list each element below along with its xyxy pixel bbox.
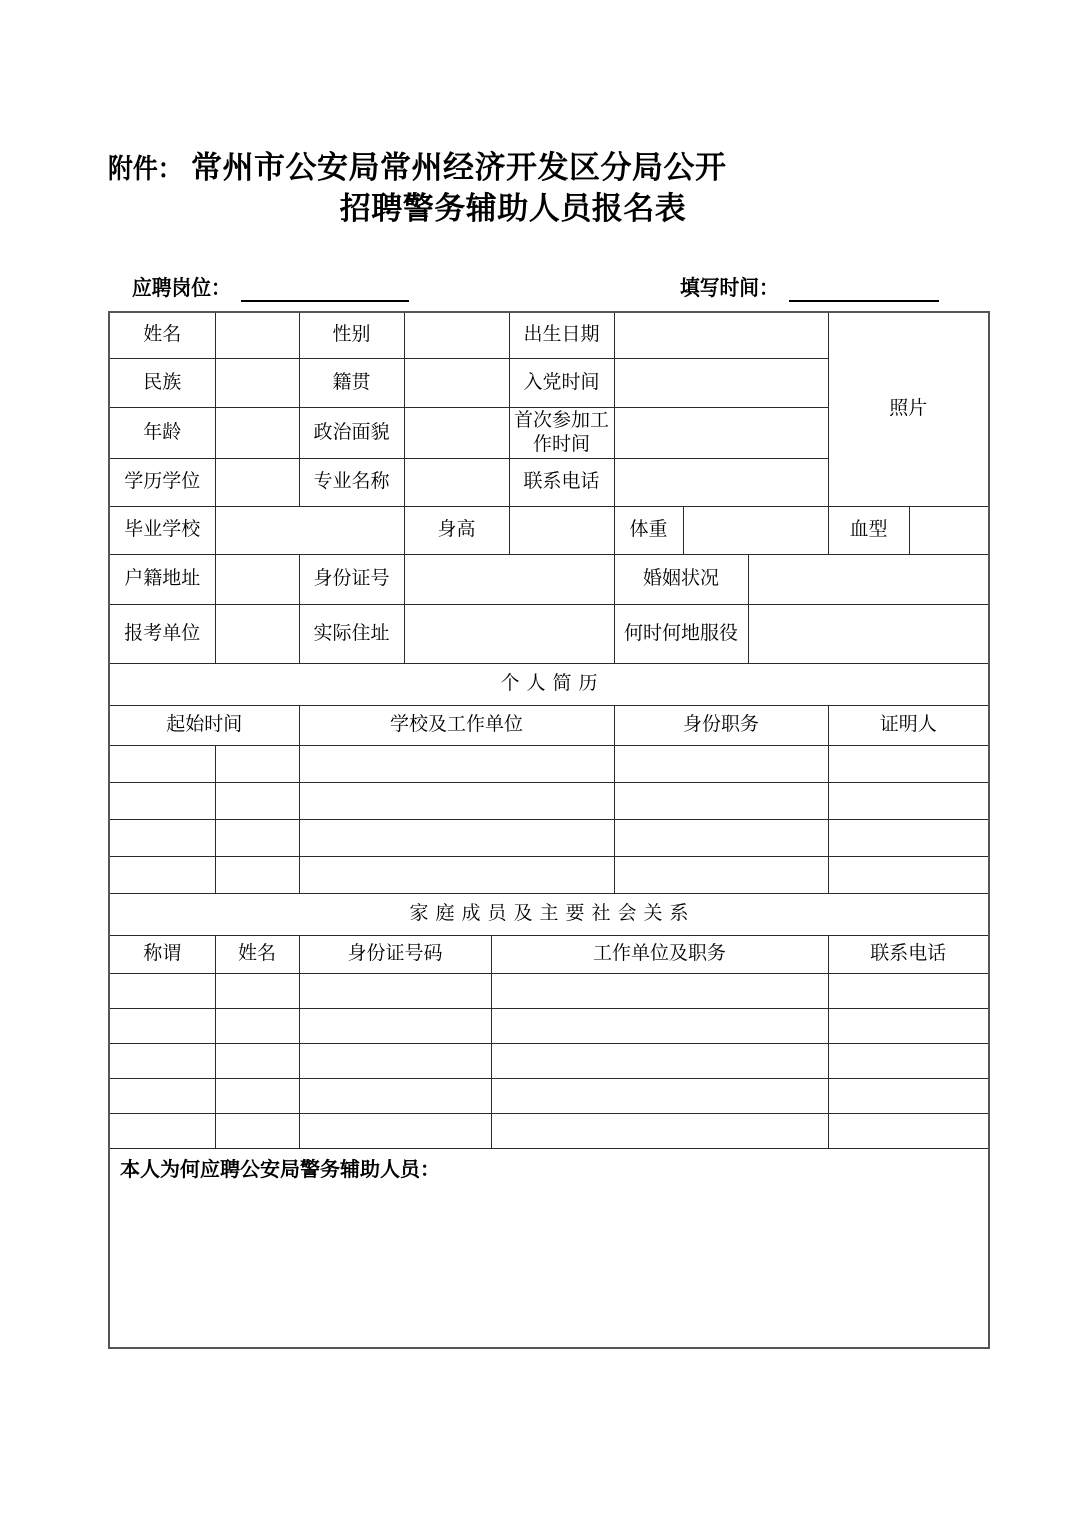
cell-height-value[interactable] [509,506,614,554]
cell-applied-unit-value[interactable] [215,604,299,663]
photo-placeholder[interactable]: 照片 [828,312,989,506]
family-cell-id-number[interactable] [299,1078,491,1113]
family-cell-relation[interactable] [109,1008,215,1043]
family-cell-name[interactable] [215,1113,299,1148]
resume-cell-referee[interactable] [828,856,989,893]
cell-major-value[interactable] [404,458,509,506]
cell-party-join-date-label: 入党时间 [509,358,614,407]
cell-major-label: 专业名称 [299,458,404,506]
cell-weight-label: 体重 [614,506,683,554]
title-first-line [108,150,988,187]
document-header [108,150,988,231]
applied-position-field[interactable] [132,272,409,302]
resume-cell-position[interactable] [614,745,828,782]
family-cell-relation[interactable] [109,1043,215,1078]
cell-gender-value[interactable] [404,312,509,358]
family-col-phone: 联系电话 [828,935,989,973]
resume-cell-school-unit[interactable] [299,819,614,856]
family-cell-phone[interactable] [828,973,989,1008]
statement-area[interactable] [109,1148,989,1348]
resume-col-school-unit: 学校及工作单位 [299,705,614,745]
resume-cell-end[interactable] [215,782,299,819]
resume-col-start-time: 起始时间 [109,705,299,745]
family-row [109,973,989,1008]
cell-political-status-label: 政治面貌 [299,407,404,458]
resume-cell-position[interactable] [614,782,828,819]
family-cell-relation[interactable] [109,973,215,1008]
resume-cell-referee[interactable] [828,745,989,782]
family-col-id-number: 身份证号码 [299,935,491,973]
cell-birthdate-label: 出生日期 [509,312,614,358]
cell-household-address-label: 户籍地址 [109,554,215,604]
family-section-header-row [109,893,989,935]
cell-graduate-school-value[interactable] [215,506,404,554]
resume-row [109,819,989,856]
cell-education-degree-label: 学历学位 [109,458,215,506]
cell-political-status-value[interactable] [404,407,509,458]
resume-cell-start[interactable] [109,745,215,782]
cell-graduate-school-label: 毕业学校 [109,506,215,554]
resume-row [109,856,989,893]
family-cell-id-number[interactable] [299,973,491,1008]
resume-cell-referee[interactable] [828,819,989,856]
info-row-7 [109,604,989,663]
resume-section-title: 个人简历 [109,663,989,705]
resume-section-header-row [109,663,989,705]
family-row [109,1113,989,1148]
family-cell-phone[interactable] [828,1008,989,1043]
family-cell-work-unit[interactable] [491,973,828,1008]
resume-cell-referee[interactable] [828,782,989,819]
fill-date-label: 填写时间： [680,276,779,300]
cell-height-label: 身高 [404,506,509,554]
attachment-label: 附件： [108,154,183,184]
family-col-relation: 称谓 [109,935,215,973]
resume-cell-position[interactable] [614,819,828,856]
resume-cell-start[interactable] [109,856,215,893]
statement-prompt: 本人为何应聘公安局警务辅助人员： [120,1158,440,1181]
cell-actual-address-label: 实际住址 [299,604,404,663]
family-row [109,1078,989,1113]
family-col-work-unit: 工作单位及职务 [491,935,828,973]
family-section-title: 家庭成员及主要社会关系 [109,893,989,935]
family-cell-relation[interactable] [109,1113,215,1148]
family-row [109,1043,989,1078]
resume-row [109,745,989,782]
cell-native-place-value[interactable] [404,358,509,407]
family-cell-name[interactable] [215,1043,299,1078]
cell-ethnicity-label: 民族 [109,358,215,407]
resume-cell-start[interactable] [109,782,215,819]
family-cell-id-number[interactable] [299,1008,491,1043]
family-col-name: 姓名 [215,935,299,973]
cell-applied-unit-label: 报考单位 [109,604,215,663]
cell-military-service-label: 何时何地服役 [614,604,748,663]
family-cell-phone[interactable] [828,1113,989,1148]
family-cell-phone[interactable] [828,1043,989,1078]
registration-form-table [108,311,990,1349]
cell-blood-type-label: 血型 [828,506,909,554]
cell-education-degree-value[interactable] [215,458,299,506]
cell-phone-value[interactable] [614,458,828,506]
resume-col-position: 身份职务 [614,705,828,745]
cell-marital-status-value[interactable] [748,554,989,604]
family-column-header-row [109,935,989,973]
resume-column-header-row [109,705,989,745]
cell-household-address-value[interactable] [215,554,299,604]
family-cell-id-number[interactable] [299,1113,491,1148]
cell-id-number-label: 身份证号 [299,554,404,604]
cell-name-value[interactable] [215,312,299,358]
family-cell-work-unit[interactable] [491,1113,828,1148]
resume-cell-end[interactable] [215,856,299,893]
cell-native-place-label: 籍贯 [299,358,404,407]
cell-name-label: 姓名 [109,312,215,358]
applied-position-blank[interactable] [241,281,409,302]
cell-weight-value[interactable] [683,506,828,554]
document-title-part2: 招聘警务辅助人员报名表 [339,190,687,226]
cell-actual-address-value[interactable] [404,604,614,663]
cell-id-number-value[interactable] [404,554,614,604]
applied-position-label: 应聘岗位： [132,276,231,300]
cell-first-work-date-value[interactable] [614,407,828,458]
resume-cell-position[interactable] [614,856,828,893]
resume-row [109,782,989,819]
cell-first-work-date-label: 首次参加工作时间 [509,407,614,458]
cell-marital-status-label: 婚姻状况 [614,554,748,604]
info-row-6 [109,554,989,604]
family-cell-work-unit[interactable] [491,1078,828,1113]
cell-age-value[interactable] [215,407,299,458]
statement-row [109,1148,989,1348]
resume-cell-end[interactable] [215,745,299,782]
resume-cell-end[interactable] [215,819,299,856]
resume-cell-school-unit[interactable] [299,856,614,893]
family-cell-name[interactable] [215,1078,299,1113]
fill-date-field[interactable] [680,272,939,302]
cell-military-service-value[interactable] [748,604,989,663]
cell-gender-label: 性别 [299,312,404,358]
family-cell-name[interactable] [215,1008,299,1043]
cell-age-label: 年龄 [109,407,215,458]
family-cell-name[interactable] [215,973,299,1008]
resume-col-referee: 证明人 [828,705,989,745]
cell-ethnicity-value[interactable] [215,358,299,407]
family-cell-id-number[interactable] [299,1043,491,1078]
info-row-1 [109,312,989,358]
cell-blood-type-value[interactable] [909,506,989,554]
cell-party-join-date-value[interactable] [614,358,828,407]
cell-birthdate-value[interactable] [614,312,828,358]
resume-cell-school-unit[interactable] [299,745,614,782]
resume-cell-school-unit[interactable] [299,782,614,819]
info-row-5 [109,506,989,554]
family-cell-work-unit[interactable] [491,1008,828,1043]
family-cell-relation[interactable] [109,1078,215,1113]
cell-phone-label: 联系电话 [509,458,614,506]
resume-cell-start[interactable] [109,819,215,856]
family-row [109,1008,989,1043]
family-cell-work-unit[interactable] [491,1043,828,1078]
subheader-fields [108,272,988,302]
fill-date-blank[interactable] [789,281,939,302]
document-title-part1: 常州市公安局常州经济开发区分局公开 [191,150,727,185]
family-cell-phone[interactable] [828,1078,989,1113]
